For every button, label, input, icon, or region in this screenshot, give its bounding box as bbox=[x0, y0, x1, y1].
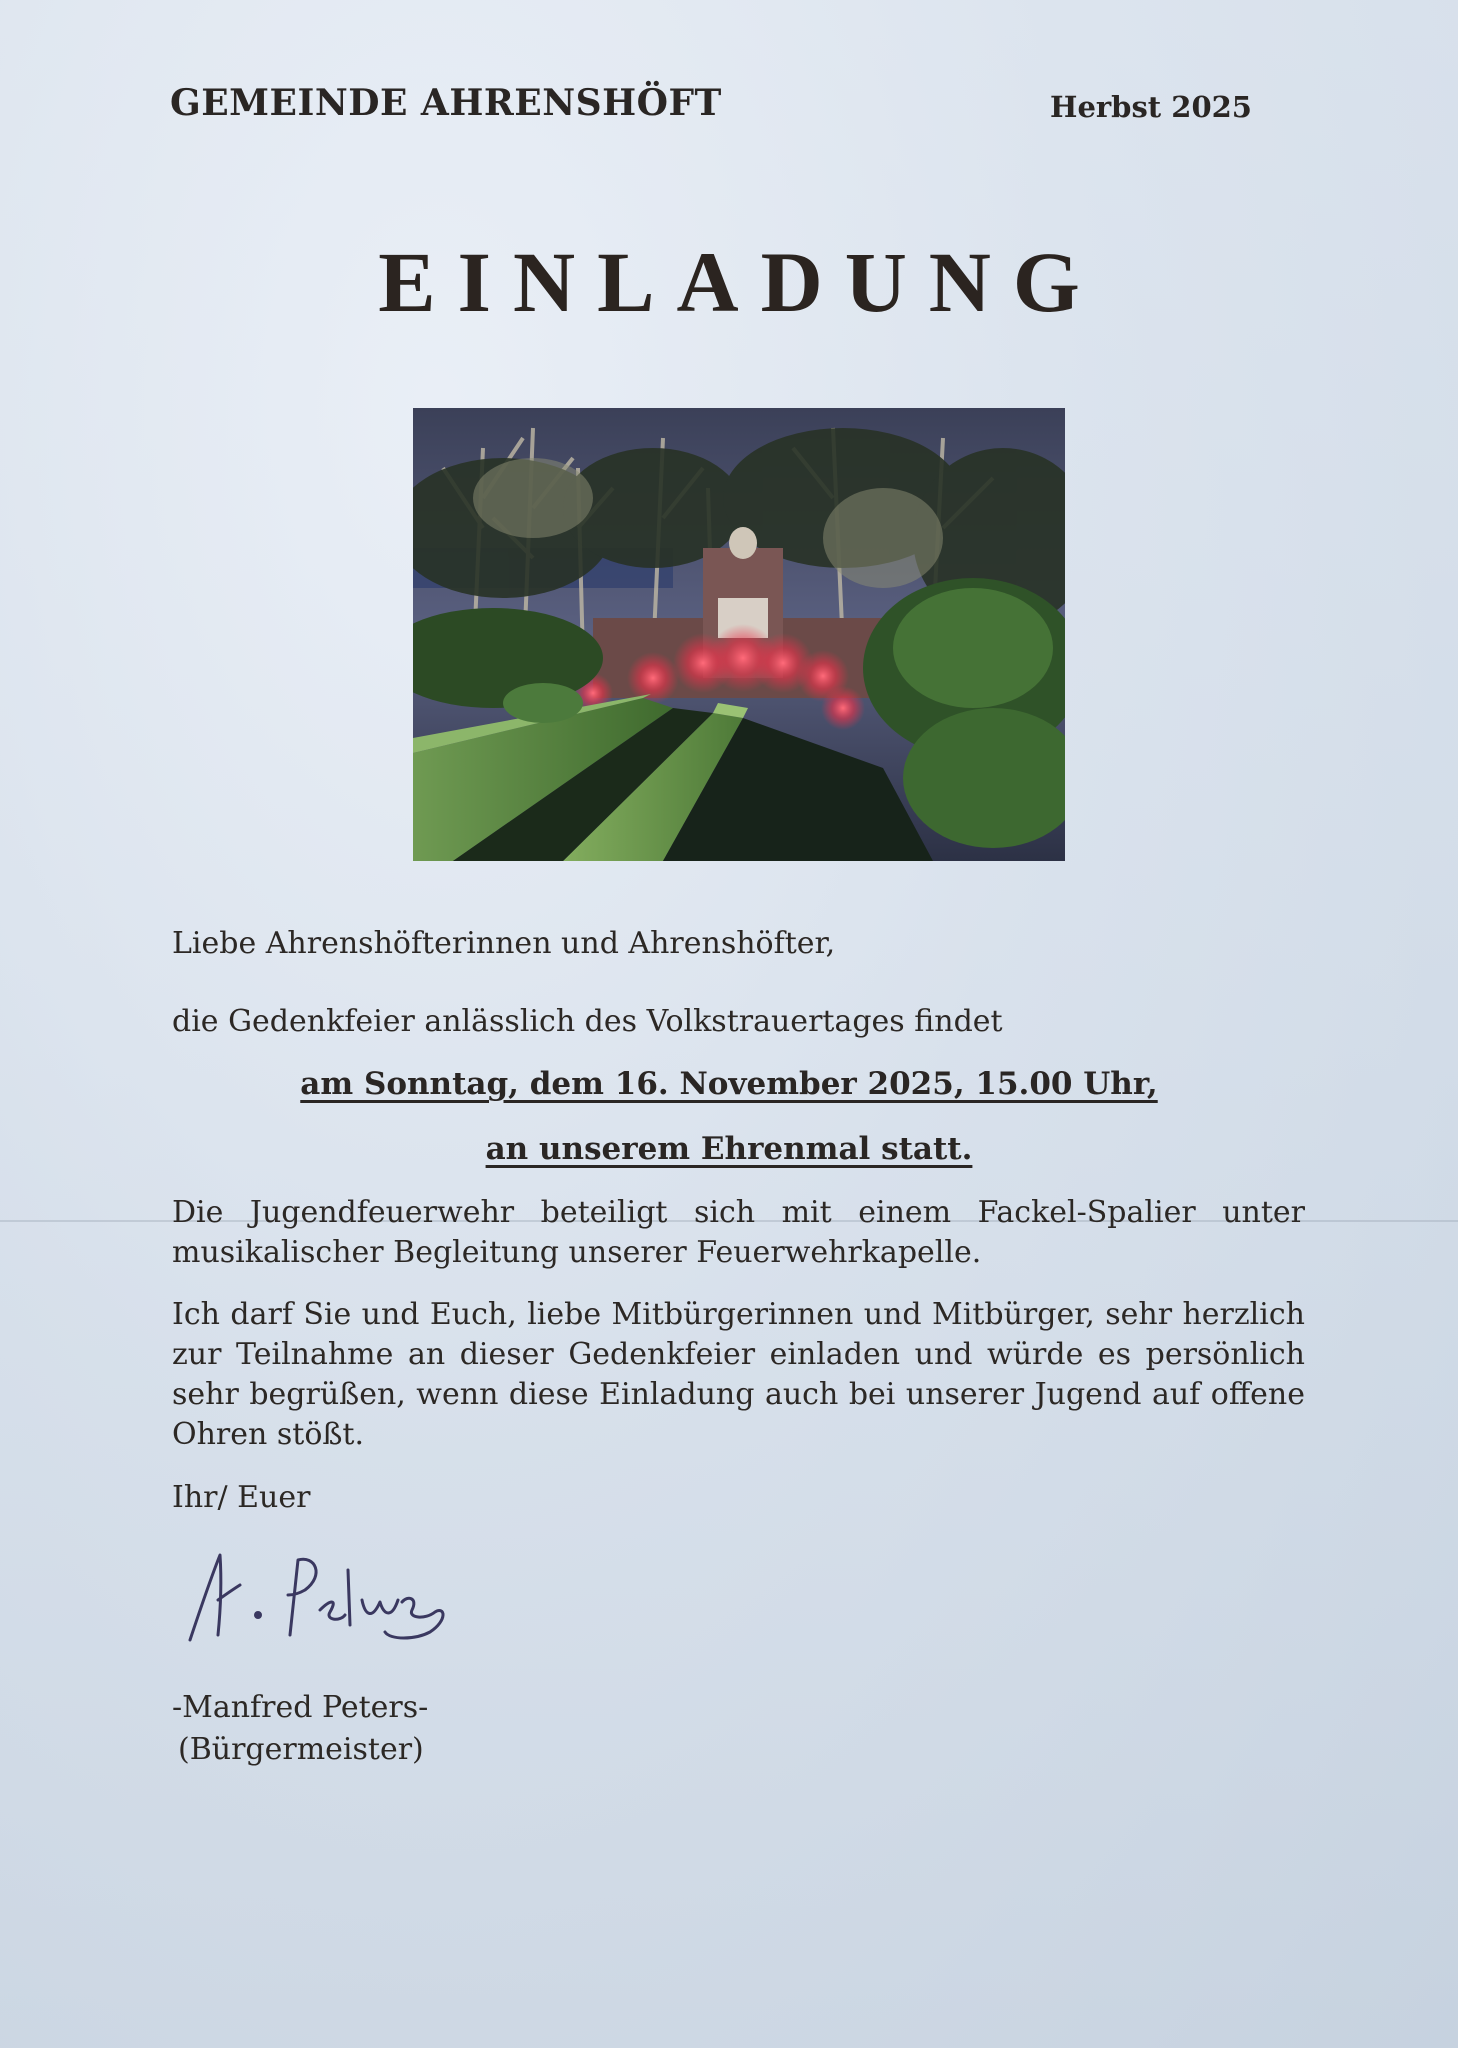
municipality-name: GEMEINDE AHRENSHÖFT bbox=[170, 82, 722, 124]
closing: Ihr/ Euer bbox=[172, 1480, 311, 1515]
signer-name: -Manfred Peters- bbox=[172, 1690, 429, 1725]
salutation: Liebe Ahrenshöfterinnen und Ahrenshöfter, bbox=[172, 926, 836, 961]
paragraph-invitation: Ich darf Sie und Euch, liebe Mitbürgerinnen und Mitbürger, sehr herzlich zur Teilnahme an dieser Gedenkfeier einladen und würde es persönlich sehr begrüßen, wenn diese Einladung auch bei unserer Jugend auf offene Ohren stößt. bbox=[172, 1297, 1305, 1452]
handwritten-signature bbox=[180, 1540, 480, 1670]
signer-role: (Bürgermeister) bbox=[178, 1732, 424, 1767]
document-title: EINLADUNG bbox=[378, 234, 1102, 330]
paragraph-fire-brigade: Die Jugendfeuerwehr beteiligt sich mit einem Fackel-Spalier unter musikalischer Begleitung unserer Feuerwehrkapelle. bbox=[172, 1195, 1305, 1270]
season-label: Herbst 2025 bbox=[1050, 90, 1252, 124]
intro-line: die Gedenkfeier anlässlich des Volkstrauertages findet bbox=[172, 1004, 1003, 1039]
event-place: an unserem Ehrenmal statt. bbox=[485, 1131, 973, 1167]
memorial-photo bbox=[413, 408, 1065, 861]
event-date: am Sonntag, dem 16. November 2025, 15.00 Uhr, bbox=[300, 1066, 1158, 1102]
